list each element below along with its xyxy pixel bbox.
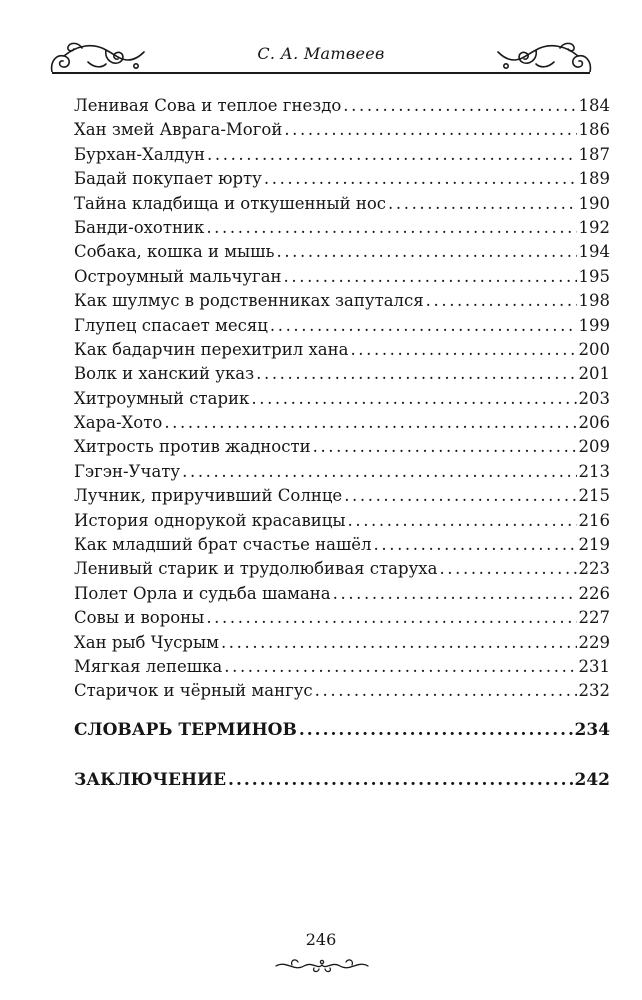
toc-entry-title: Старичок и чёрный мангус bbox=[74, 681, 313, 701]
toc-entry-title: История однорукой красавицы bbox=[74, 510, 346, 530]
toc-entry-title: Полет Орла и судьба шамана bbox=[74, 583, 331, 603]
toc-entry-title: Гэгэн-Учату bbox=[74, 461, 181, 481]
toc-entry-page: 215 bbox=[578, 486, 610, 506]
toc-entry bbox=[74, 606, 610, 630]
toc-entry-title: Как бадарчин перехитрил хана bbox=[74, 339, 349, 359]
ornament-vine-icon bbox=[272, 956, 372, 974]
toc-entry-title: Бадай покупает юрту bbox=[74, 169, 262, 189]
toc-entry-page: 209 bbox=[578, 437, 610, 457]
toc-entry-title: Хитроумный старик bbox=[74, 388, 250, 408]
toc-entry-page: 223 bbox=[578, 559, 610, 579]
dot-leader bbox=[206, 606, 576, 630]
toc-entry-page: 227 bbox=[578, 608, 610, 628]
toc-entry-page: 231 bbox=[578, 656, 610, 676]
toc-entry-page: 190 bbox=[578, 193, 610, 213]
toc-entry bbox=[74, 484, 610, 508]
toc-entry-page: 184 bbox=[578, 96, 610, 115]
toc-entry-page: 201 bbox=[578, 364, 610, 384]
toc-entry bbox=[74, 192, 610, 216]
dot-leader bbox=[207, 143, 576, 167]
toc-entry bbox=[74, 631, 610, 655]
dot-leader bbox=[251, 387, 576, 411]
toc-entry-title: Хитрость против жадности bbox=[74, 437, 311, 457]
toc-entry-page: 200 bbox=[578, 339, 610, 359]
toc-entry-page: 195 bbox=[578, 266, 610, 286]
toc-entry bbox=[74, 435, 610, 459]
dot-leader bbox=[224, 655, 576, 679]
toc-entry-page: 198 bbox=[578, 291, 610, 311]
toc-entry bbox=[74, 582, 610, 606]
dot-leader bbox=[388, 192, 576, 216]
toc-entry-page: 229 bbox=[578, 632, 610, 652]
toc-entry-page: 232 bbox=[578, 681, 610, 701]
toc-entry bbox=[74, 557, 610, 581]
toc-entry-title: Глупец спасает месяц bbox=[74, 315, 268, 335]
toc-entry bbox=[74, 338, 610, 362]
dot-leader bbox=[270, 314, 577, 338]
dot-leader bbox=[264, 167, 577, 191]
toc-entry bbox=[74, 240, 610, 264]
dot-leader bbox=[228, 770, 572, 790]
toc-entry bbox=[74, 94, 610, 118]
toc-entry-title: Остроумный мальчуган bbox=[74, 266, 282, 286]
toc-entry bbox=[74, 314, 610, 338]
toc-section-glossary bbox=[74, 720, 610, 740]
author-name: С. А. Матвеев bbox=[257, 44, 385, 63]
toc-entry bbox=[74, 655, 610, 679]
toc-section-conclusion bbox=[74, 770, 610, 790]
dot-leader bbox=[276, 240, 576, 264]
toc-entry-title: Ленивая Сова и теплое гнездо bbox=[74, 96, 342, 115]
toc-entry bbox=[74, 167, 610, 191]
dot-leader bbox=[439, 557, 576, 581]
toc-entry-title: Волк и ханский указ bbox=[74, 364, 255, 384]
toc-entry-title: Хан змей Аврага-Могой bbox=[74, 120, 283, 140]
toc-entry-page: 216 bbox=[578, 510, 610, 530]
toc-entry-title: Хара-Хото bbox=[74, 413, 163, 433]
toc-entry bbox=[74, 118, 610, 142]
dot-leader bbox=[221, 631, 577, 655]
toc-entry-page: 186 bbox=[578, 120, 610, 140]
toc-entry-title: Совы и вороны bbox=[74, 608, 205, 628]
dot-leader bbox=[284, 118, 576, 142]
toc-entry bbox=[74, 509, 610, 533]
dot-leader bbox=[256, 362, 576, 386]
running-header bbox=[0, 30, 642, 80]
dot-leader bbox=[315, 679, 577, 703]
dot-leader bbox=[164, 411, 576, 435]
toc-entry bbox=[74, 143, 610, 167]
dot-leader bbox=[374, 533, 577, 557]
toc-entry bbox=[74, 216, 610, 240]
toc-entry-title: Ленивый старик и трудолюбивая старуха bbox=[74, 559, 438, 579]
dot-leader bbox=[206, 216, 576, 240]
toc-entry-page: 194 bbox=[578, 242, 610, 262]
toc-entry-page: 199 bbox=[578, 315, 610, 335]
toc-entry bbox=[74, 265, 610, 289]
dot-leader bbox=[313, 435, 577, 459]
toc-entry-title: Бурхан-Халдун bbox=[74, 144, 206, 164]
dot-leader bbox=[350, 338, 576, 362]
toc-entry-title: Тайна кладбища и откушенный нос bbox=[74, 193, 387, 213]
toc-entry-title: Как младший брат счастье нашёл bbox=[74, 535, 372, 555]
toc-entry-page: 192 bbox=[578, 217, 610, 237]
dot-leader bbox=[426, 289, 577, 313]
toc-entry bbox=[74, 411, 610, 435]
dot-leader bbox=[344, 484, 576, 508]
toc-entry-page: 206 bbox=[578, 413, 610, 433]
table-of-contents bbox=[74, 94, 610, 704]
toc-entry-page: 203 bbox=[578, 388, 610, 408]
toc-entry-title: Собака, кошка и мышь bbox=[74, 242, 275, 262]
dot-leader bbox=[333, 582, 577, 606]
dot-leader bbox=[284, 265, 577, 289]
toc-entry bbox=[74, 679, 610, 703]
toc-entry-page: 187 bbox=[578, 144, 610, 164]
toc-entry-title: Хан рыб Чусрым bbox=[74, 632, 219, 652]
dot-leader bbox=[299, 720, 573, 740]
dot-leader bbox=[182, 460, 576, 484]
toc-entry-page: 213 bbox=[578, 461, 610, 481]
toc-entry-title: Мягкая лепешка bbox=[74, 656, 223, 676]
toc-entry-title: Лучник, приручивший Солнце bbox=[74, 486, 343, 506]
toc-entry bbox=[74, 533, 610, 557]
toc-entry-page: 226 bbox=[578, 583, 610, 603]
ornament-swirl-right-icon bbox=[494, 36, 594, 72]
toc-entry-title: Банди-охотник bbox=[74, 217, 205, 237]
header-rule bbox=[52, 72, 590, 74]
toc-section-page: 242 bbox=[574, 770, 610, 790]
page-number: 246 bbox=[305, 930, 337, 949]
dot-leader bbox=[348, 509, 577, 533]
dot-leader bbox=[343, 94, 576, 118]
toc-entry bbox=[74, 362, 610, 386]
toc-entry bbox=[74, 289, 610, 313]
toc-section-title: СЛОВАРЬ ТЕРМИНОВ bbox=[74, 720, 297, 740]
toc-section-page: 234 bbox=[574, 720, 610, 740]
toc-entry-page: 219 bbox=[578, 535, 610, 555]
toc-entry bbox=[74, 387, 610, 411]
toc-entry-page: 189 bbox=[578, 169, 610, 189]
toc-entry bbox=[74, 460, 610, 484]
toc-entry-title: Как шулмус в родственниках запутался bbox=[74, 291, 424, 311]
toc-section-title: ЗАКЛЮЧЕНИЕ bbox=[74, 770, 227, 790]
